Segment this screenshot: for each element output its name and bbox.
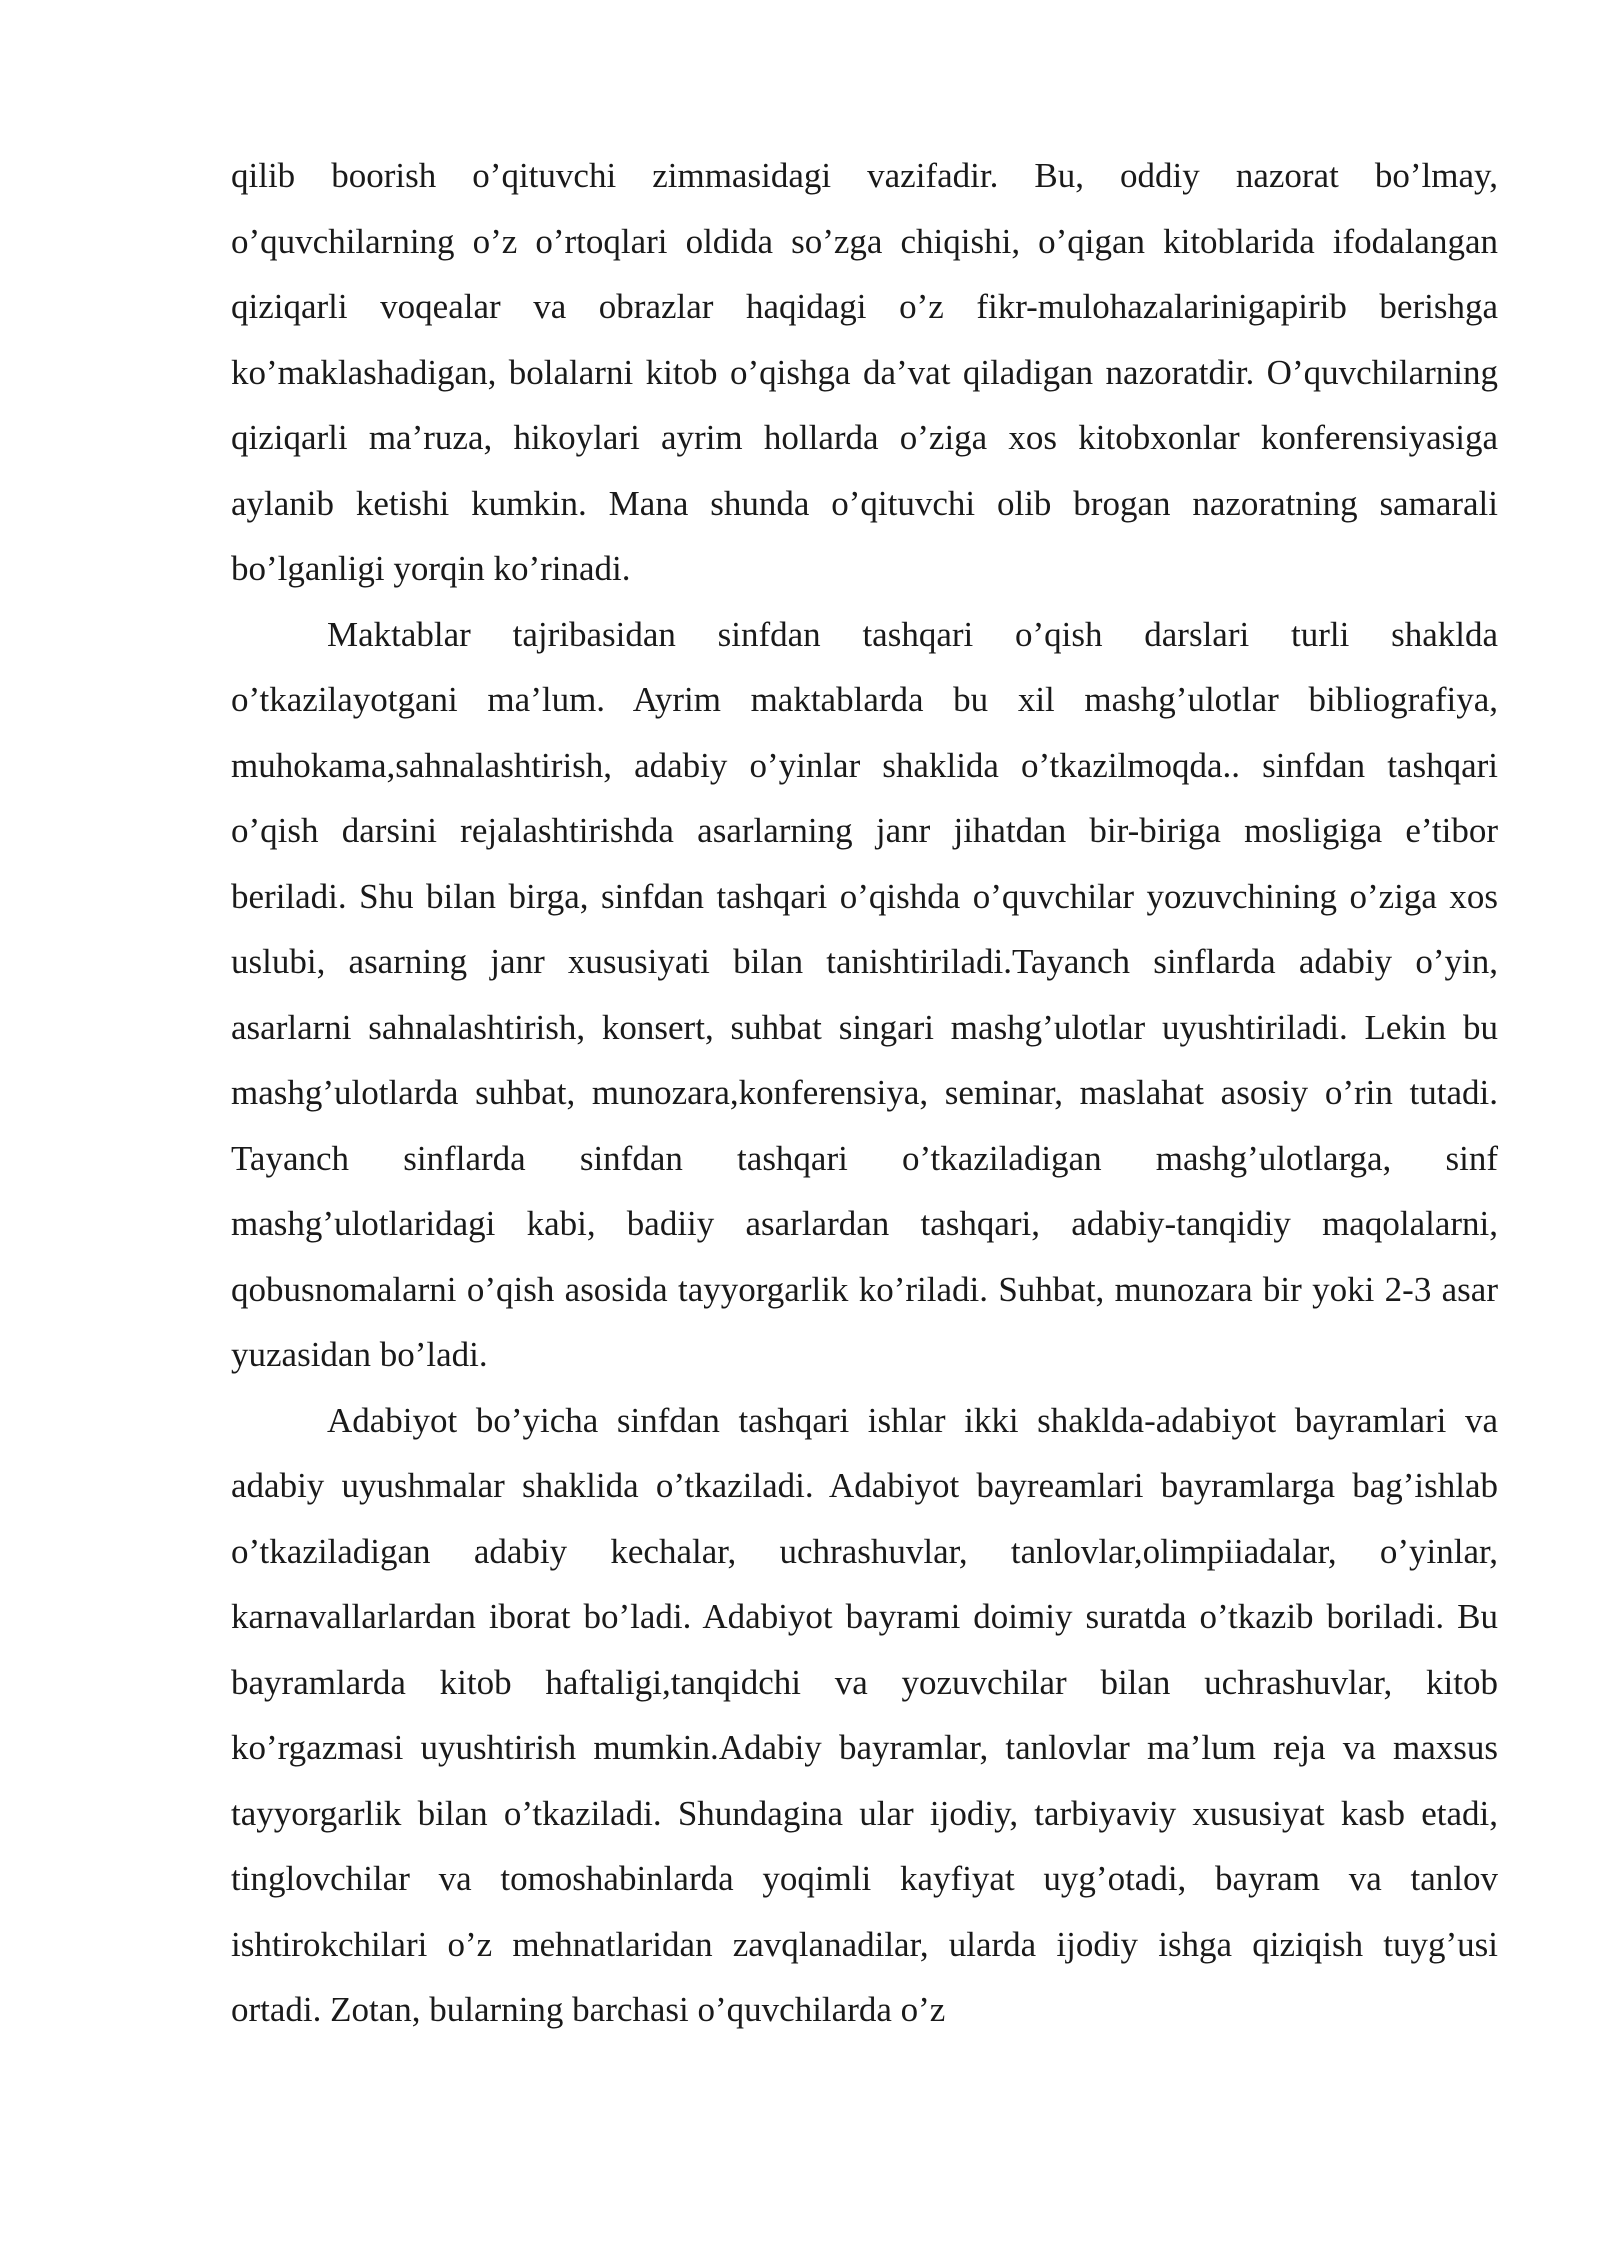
paragraph-2: Maktablar tajribasidan sinfdan tashqari o’qish darslari turli shaklda o’tkazilayotgani ma’lum. Ayrim maktablarda bu xil mashg’ulotlar bibliografiya, muhokama,sahnalashtirish, adabiy o’yinlar shaklida o’tkazilmoqda.. sinfdan tashqari o’qish darsini rejalashtirishda asarlarning janr jihatdan bir-biriga mosligiga e’tibor beriladi. Shu bilan birga, sinfdan tashqari o’qishda o’quvchilar yozuvchining o’ziga xos uslubi, asarning janr xususiyati bilan tanishtiriladi.Tayanch sinflarda adabiy o’yin, asarlarni sahnalashtirish, konsert, suhbat singari mashg’ulotlar uyushtiriladi. Lekin bu mashg’ulotlarda suhbat, munozara,konferensiya, seminar, maslahat asosiy o’rin tutadi. Tayanch sinflarda sinfdan tashqari o’tkaziladigan mashg’ulotlarga, sinf mashg’ulotlaridagi kabi, badiiy asarlardan tashqari, adabiy-tanqidiy maqolalarni, qobusnomalarni o’qish asosida tayyorgarlik ko’riladi. Suhbat, munozara bir yoki 2-3 asar yuzasidan bo’ladi. bbox=[231, 614, 1498, 1374]
paragraph-3: Adabiyot bo’yicha sinfdan tashqari ishlar ikki shaklda-adabiyot bayramlari va adabiy uyushmalar shaklida o’tkaziladi. Adabiyot bayreamlari bayramlarga bag’ishlab o’tkaziladigan adabiy kechalar, uchrashuvlar, tanlovlar,olimpiiadalar, o’yinlar, karnavallarlardan iborat bo’ladi. Adabiyot bayrami doimiy suratda o’tkazib boriladi. Bu bayramlarda kitob haftaligi,tanqidchi va yozuvchilar bilan uchrashuvlar, kitob ko’rgazmasi uyushtirish mumkin.Adabiy bayramlar, tanlovlar ma’lum reja va maxsus tayyorgarlik bilan o’tkaziladi. Shundagina ular ijodiy, tarbiyaviy xususiyat kasb etadi, tinglovchilar va tomoshabinlarda yoqimli kayfiyat uyg’otadi, bayram va tanlov ishtirokchilari o’z mehnatlaridan zavqlanadilar, ularda ijodiy ishga qiziqish tuyg’usi ortadi. Zotan, bularning barchasi o’quvchilarda o’z bbox=[231, 1400, 1498, 2029]
document-body bbox=[231, 143, 1498, 2043]
paragraph-1: qilib boorish o’qituvchi zimmasidagi vazifadir. Bu, oddiy nazorat bo’lmay, o’quvchilarning o’z o’rtoqlari oldida so’zga chiqishi, o’qigan kitoblarida ifodalangan qiziqarli voqealar va obrazlar haqidagi o’z fikr-mulohazalarinigapirib berishga ko’maklashadigan, bolalarni kitob o’qishga da’vat qiladigan nazoratdir. O’quvchilarning qiziqarli ma’ruza, hikoylari ayrim hollarda o’ziga xos kitobxonlar konferensiyasiga aylanib ketishi kumkin. Mana shunda o’qituvchi olib brogan nazoratning samarali bo’lganligi yorqin ko’rinadi. bbox=[231, 156, 1498, 588]
